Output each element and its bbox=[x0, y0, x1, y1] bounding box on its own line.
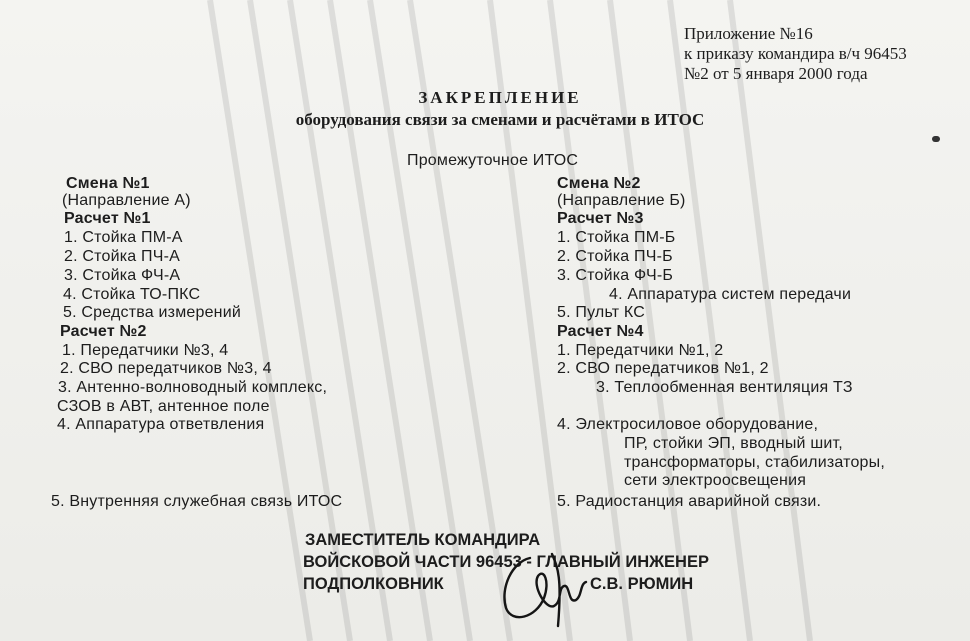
signature-rank: ПОДПОЛКОВНИК bbox=[303, 575, 444, 593]
list-item: 5. Внутренняя служебная связь ИТОС bbox=[51, 493, 343, 510]
list-item: 5. Пульт КС bbox=[557, 304, 646, 321]
list-item: 4. Аппаратура систем передачи bbox=[609, 286, 852, 303]
list-item: 1. Стойка ПМ-А bbox=[64, 229, 183, 246]
list-item: 2. Стойка ПЧ-А bbox=[64, 248, 180, 265]
signature-line-2: ВОЙСКОВОЙ ЧАСТИ 96453 - ГЛАВНЫЙ ИНЖЕНЕР bbox=[303, 553, 709, 571]
list-item: СЗОВ в АВТ, антенное поле bbox=[57, 398, 270, 415]
appendix-line-2: к приказу командира в/ч 96453 bbox=[684, 44, 907, 63]
appendix-block bbox=[684, 24, 907, 84]
list-item: 4. Электросиловое оборудование, bbox=[557, 416, 819, 433]
document-subtitle: оборудования связи за сменами и расчётами в ИТОС bbox=[295, 110, 705, 129]
left-direction: (Направление А) bbox=[62, 192, 191, 209]
list-item: 3. Антенно-волноводный комплекс, bbox=[58, 379, 328, 396]
list-item: трансформаторы, стабилизаторы, bbox=[624, 454, 885, 471]
left-shift-title: Смена №1 bbox=[66, 175, 150, 192]
list-item: 4. Аппаратура ответвления bbox=[57, 416, 265, 433]
list-item: 5. Радиостанция аварийной связи. bbox=[557, 493, 822, 510]
document-title: ЗАКРЕПЛЕНИЕ bbox=[418, 88, 582, 107]
appendix-line-1: Приложение №16 bbox=[684, 24, 813, 43]
list-item: 2. СВО передатчиков №1, 2 bbox=[557, 360, 769, 377]
crew2-title: Расчет №2 bbox=[60, 323, 147, 340]
list-item: 3. Стойка ФЧ-Б bbox=[557, 267, 674, 284]
appendix-line-3: №2 от 5 января 2000 года bbox=[684, 64, 868, 83]
list-item: 5. Средства измерений bbox=[63, 304, 241, 321]
crew3-title: Расчет №3 bbox=[557, 210, 644, 227]
list-item: 1. Передатчики №1, 2 bbox=[557, 342, 724, 359]
crew4-title: Расчет №4 bbox=[557, 323, 644, 340]
list-item: 4. Стойка ТО-ПКС bbox=[63, 286, 201, 303]
crew1-title: Расчет №1 bbox=[64, 210, 151, 227]
stray-mark bbox=[932, 136, 940, 142]
list-item: 3. Теплообменная вентиляция ТЗ bbox=[596, 379, 853, 396]
list-item: 3. Стойка ФЧ-А bbox=[64, 267, 181, 284]
right-direction: (Направление Б) bbox=[557, 192, 686, 209]
handwritten-signature bbox=[492, 548, 602, 628]
signature-name: С.В. РЮМИН bbox=[590, 575, 694, 593]
list-item: 1. Передатчики №3, 4 bbox=[62, 342, 229, 359]
signature-line-1: ЗАМЕСТИТЕЛЬ КОМАНДИРА bbox=[305, 531, 541, 549]
list-item: сети электроосвещения bbox=[624, 472, 807, 489]
list-item: 1. Стойка ПМ-Б bbox=[557, 229, 676, 246]
right-shift-title: Смена №2 bbox=[557, 175, 641, 192]
center-caption: Промежуточное ИТОС bbox=[407, 152, 579, 169]
list-item: 2. Стойка ПЧ-Б bbox=[557, 248, 673, 265]
list-item: 2. СВО передатчиков №3, 4 bbox=[60, 360, 272, 377]
list-item: ПР, стойки ЭП, вводный шит, bbox=[624, 435, 843, 452]
